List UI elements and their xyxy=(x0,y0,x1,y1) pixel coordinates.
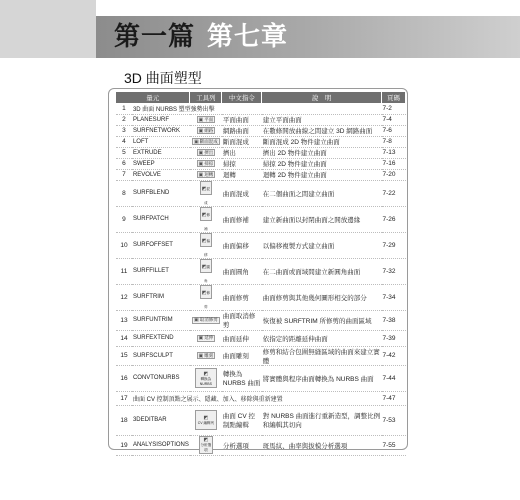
description: 將實體與程序曲面轉換為 NURBS 曲面 xyxy=(262,365,382,391)
table-header-row xyxy=(116,92,406,103)
chapter-label: 第七章 xyxy=(207,22,289,52)
table-row xyxy=(116,103,406,114)
toolbar-button[interactable] xyxy=(200,181,212,205)
part-label: 第一篇 xyxy=(114,22,196,52)
col-header-page: 頁碼 xyxy=(382,92,406,103)
table-row xyxy=(116,136,406,147)
tool-icon: ◩ xyxy=(201,185,207,192)
table-row xyxy=(116,232,406,258)
row-number: 1 xyxy=(116,103,132,114)
table-row xyxy=(116,158,406,169)
col-header-command: 量元 xyxy=(116,92,190,103)
toolbar-button-label: 網路 xyxy=(204,127,214,133)
chinese-command: 迴轉 xyxy=(222,169,262,180)
toolbar-button[interactable] xyxy=(197,171,216,178)
toolbar-button[interactable] xyxy=(199,436,213,454)
toolbar-button[interactable] xyxy=(200,233,212,257)
toolbar-cell xyxy=(190,365,222,391)
toolbar-button-label: 掃掠 xyxy=(204,160,214,166)
command-name: PLANESURF xyxy=(132,114,190,125)
description: 迴轉 2D 物件建立曲面 xyxy=(262,169,382,180)
page-number: 7-29 xyxy=(382,232,406,258)
table-row xyxy=(116,206,406,232)
command-name: ANALYSISOPTIONS xyxy=(132,435,190,455)
toolbar-cell xyxy=(190,147,222,158)
toolbar-button-label: 偏移 xyxy=(204,238,210,257)
page-number: 7-39 xyxy=(382,330,406,346)
command-name: SWEEP xyxy=(132,158,190,169)
description: 擠出 2D 物件建立曲面 xyxy=(262,147,382,158)
chinese-command: 曲面圓角 xyxy=(222,258,262,284)
toolbar-button[interactable] xyxy=(200,207,212,231)
chinese-command: 曲面雕刻 xyxy=(222,346,262,365)
chinese-command: 轉換為 NURBS 曲面 xyxy=(222,365,262,391)
toolbar-cell xyxy=(190,284,222,310)
table-row xyxy=(116,114,406,125)
toolbar-button-label: 分析選項 xyxy=(200,443,212,452)
toolbar-cell xyxy=(190,180,222,206)
page-number: 7-32 xyxy=(382,258,406,284)
table-row xyxy=(116,330,406,346)
tool-icon: ▣ xyxy=(198,352,204,359)
page-number: 7-44 xyxy=(382,365,406,391)
command-name: 3DEDITBAR xyxy=(132,405,190,435)
row-number: 11 xyxy=(116,258,132,284)
tool-icon: ▣ xyxy=(198,171,204,178)
tool-icon: ◩ xyxy=(203,370,209,377)
toolbar-button[interactable] xyxy=(195,368,217,388)
toolbar-cell xyxy=(190,330,222,346)
row-number: 17 xyxy=(116,391,132,405)
command-name: SURFPATCH xyxy=(132,206,190,232)
chinese-command: 斷面混成 xyxy=(222,136,262,147)
toolbar-button[interactable] xyxy=(200,285,212,309)
command-name: SURFSCULPT xyxy=(132,346,190,365)
toolbar-cell xyxy=(190,435,222,455)
toolbar-button-label: 延伸 xyxy=(204,335,214,341)
description: 建立新曲面以封閉曲面之開放邊緣 xyxy=(262,206,382,232)
row-number: 5 xyxy=(116,147,132,158)
row-number: 18 xyxy=(116,405,132,435)
page-number: 7-20 xyxy=(382,169,406,180)
command-name: SURFTRIM xyxy=(132,284,190,310)
command-name: LOFT xyxy=(132,136,190,147)
page-number: 7-42 xyxy=(382,346,406,365)
page-number: 7-4 xyxy=(382,114,406,125)
row-number: 3 xyxy=(116,125,132,136)
toolbar-cell xyxy=(190,158,222,169)
command-name: SURFNETWORK xyxy=(132,125,190,136)
table-row xyxy=(116,310,406,330)
chinese-command: 曲面取消修剪 xyxy=(222,310,262,330)
description: 曲面修剪與其他幾何圖形相交的部分 xyxy=(262,284,382,310)
toolbar-cell xyxy=(190,206,222,232)
tool-icon: ▣ xyxy=(194,138,199,145)
description: 掃掠 2D 物件建立曲面 xyxy=(262,158,382,169)
toolbar-button[interactable] xyxy=(197,149,216,156)
table-row xyxy=(116,405,406,435)
toolbar-button-label: 圓角 xyxy=(204,264,210,283)
table-row xyxy=(116,258,406,284)
row-number: 15 xyxy=(116,346,132,365)
toolbar-button-label: 修剪 xyxy=(204,290,210,309)
tool-icon: ▣ xyxy=(198,149,204,156)
toolbar-button[interactable] xyxy=(200,259,212,283)
row-number: 2 xyxy=(116,114,132,125)
chinese-command: 曲面偏移 xyxy=(222,232,262,258)
page-number: 7-55 xyxy=(382,435,406,455)
chinese-command: 分析選項 xyxy=(222,435,262,455)
toolbar-button[interactable] xyxy=(195,410,217,430)
table-row xyxy=(116,284,406,310)
chinese-command: 曲面混成 xyxy=(222,180,262,206)
page-number: 7-22 xyxy=(382,180,406,206)
table-row xyxy=(116,180,406,206)
description: 在二個曲面之間建立曲面 xyxy=(262,180,382,206)
table-body xyxy=(116,103,406,455)
command-name: EXTRUDE xyxy=(132,147,190,158)
chinese-command: 掃掠 xyxy=(222,158,262,169)
page-number: 7-34 xyxy=(382,284,406,310)
table-row xyxy=(116,391,406,405)
header-side-strip xyxy=(0,0,96,58)
chinese-command: 平面曲面 xyxy=(222,114,262,125)
description: 對 NURBS 曲面進行重新造型，調整比例和編輯其切向 xyxy=(262,405,382,435)
description: 以偏移複製方式建立曲面 xyxy=(262,232,382,258)
tool-icon: ▣ xyxy=(198,116,204,123)
description: 斑馬紋、曲率與拔模分析選項 xyxy=(262,435,382,455)
toolbar-button-label: 擠出 xyxy=(204,149,214,155)
chinese-command: 擠出 xyxy=(222,147,262,158)
command-name: SURFFILLET xyxy=(132,258,190,284)
chinese-command: 曲面 CV 控制點編輯 xyxy=(222,405,262,435)
chinese-command: 網路曲面 xyxy=(222,125,262,136)
toolbar-button-label: 迴轉 xyxy=(204,171,214,177)
toolbar-button-label: 混成 xyxy=(204,186,210,205)
command-name: SURFBLEND xyxy=(132,180,190,206)
page-number: 7-26 xyxy=(382,206,406,232)
toolbar-button[interactable] xyxy=(197,335,216,342)
tool-icon: ◩ xyxy=(201,263,207,270)
row-topic: 3D 曲面 NURBS 塑型強勢出擊 xyxy=(132,103,382,114)
command-name: SURFEXTEND xyxy=(132,330,190,346)
page-number: 7-38 xyxy=(382,310,406,330)
toolbar-cell xyxy=(190,169,222,180)
description: 在二曲面或面域間建立新圓角曲面 xyxy=(262,258,382,284)
section-title: 3D 曲面塑型 xyxy=(124,70,202,86)
row-number: 13 xyxy=(116,310,132,330)
toolbar-button-label: 平面 xyxy=(204,116,214,122)
table-row xyxy=(116,435,406,455)
description: 修剪和結合包圍無縫區域的曲面來建立實體 xyxy=(262,346,382,365)
tool-icon: ▣ xyxy=(198,127,204,134)
toolbar-button-label: CV 編輯列 xyxy=(197,420,215,425)
table-row xyxy=(116,125,406,136)
page-number: 7-47 xyxy=(382,391,406,405)
tool-icon: ◩ xyxy=(201,289,207,296)
tool-icon: ◩ xyxy=(201,237,207,244)
command-name: CONVTONURBS xyxy=(132,365,190,391)
toolbar-cell xyxy=(190,125,222,136)
table-row xyxy=(116,169,406,180)
page-number: 7-8 xyxy=(382,136,406,147)
description: 恢復被 SURFTRIM 所修剪的曲面區域 xyxy=(262,310,382,330)
toolbar-button-label: 取消修剪 xyxy=(199,317,218,323)
chapter-header xyxy=(114,18,288,56)
row-number: 9 xyxy=(116,206,132,232)
tool-icon: ▣ xyxy=(198,335,204,342)
description: 依指定的距離延伸曲面 xyxy=(262,330,382,346)
tool-icon: ▣ xyxy=(198,160,204,167)
description: 斷面混成 2D 物件建立曲面 xyxy=(262,136,382,147)
toolbar-button-label: 轉換為 NURBS xyxy=(199,376,212,386)
toolbar-button[interactable] xyxy=(197,352,216,359)
description: 建立平面曲面 xyxy=(262,114,382,125)
toolbar-button-label: 斷面混成 xyxy=(199,138,218,144)
page-number: 7-2 xyxy=(382,103,406,114)
command-table xyxy=(116,92,406,456)
toolbar-cell xyxy=(190,136,222,147)
row-number: 19 xyxy=(116,435,132,455)
description: 在數條開放曲線之間建立 3D 網路曲面 xyxy=(262,125,382,136)
toolbar-cell xyxy=(190,114,222,125)
row-number: 7 xyxy=(116,169,132,180)
row-number: 14 xyxy=(116,330,132,346)
toolbar-button[interactable] xyxy=(192,317,220,324)
row-topic: 曲面 CV 控制頂點之展示、隱藏、加入、移除與重新建置 xyxy=(132,391,382,405)
row-number: 12 xyxy=(116,284,132,310)
chinese-command: 曲面修補 xyxy=(222,206,262,232)
row-number: 10 xyxy=(116,232,132,258)
command-name: REVOLVE xyxy=(132,169,190,180)
page-number: 7-13 xyxy=(382,147,406,158)
toolbar-button-label: 雕刻 xyxy=(204,352,214,358)
toolbar-button[interactable] xyxy=(192,138,220,145)
page-number: 7-6 xyxy=(382,125,406,136)
toolbar-button[interactable] xyxy=(197,116,216,123)
row-number: 6 xyxy=(116,158,132,169)
row-number: 8 xyxy=(116,180,132,206)
col-header-toolbar: 工具列 xyxy=(190,92,222,103)
table-row xyxy=(116,365,406,391)
toolbar-button-label: 修補 xyxy=(204,212,210,231)
toolbar-cell xyxy=(190,258,222,284)
toolbar-cell xyxy=(190,346,222,365)
tool-icon: ◩ xyxy=(201,211,207,218)
col-header-chinese-command: 中文指令 xyxy=(222,92,262,103)
toolbar-cell xyxy=(190,405,222,435)
command-name: SURFOFFSET xyxy=(132,232,190,258)
chinese-command: 曲面修剪 xyxy=(222,284,262,310)
tool-icon: ▣ xyxy=(194,317,199,324)
chinese-command: 曲面延伸 xyxy=(222,330,262,346)
page-number: 7-16 xyxy=(382,158,406,169)
table-row xyxy=(116,147,406,158)
row-number: 4 xyxy=(116,136,132,147)
tool-icon: ◩ xyxy=(203,437,209,443)
toolbar-button[interactable] xyxy=(197,160,216,167)
row-number: 16 xyxy=(116,365,132,391)
table-row xyxy=(116,346,406,365)
col-header-description: 說 明 xyxy=(262,92,382,103)
command-name: SURFUNTRIM xyxy=(132,310,190,330)
toolbar-button[interactable] xyxy=(197,127,216,134)
toolbar-cell xyxy=(190,232,222,258)
tool-icon: ◩ xyxy=(203,414,209,421)
page-number: 7-53 xyxy=(382,405,406,435)
